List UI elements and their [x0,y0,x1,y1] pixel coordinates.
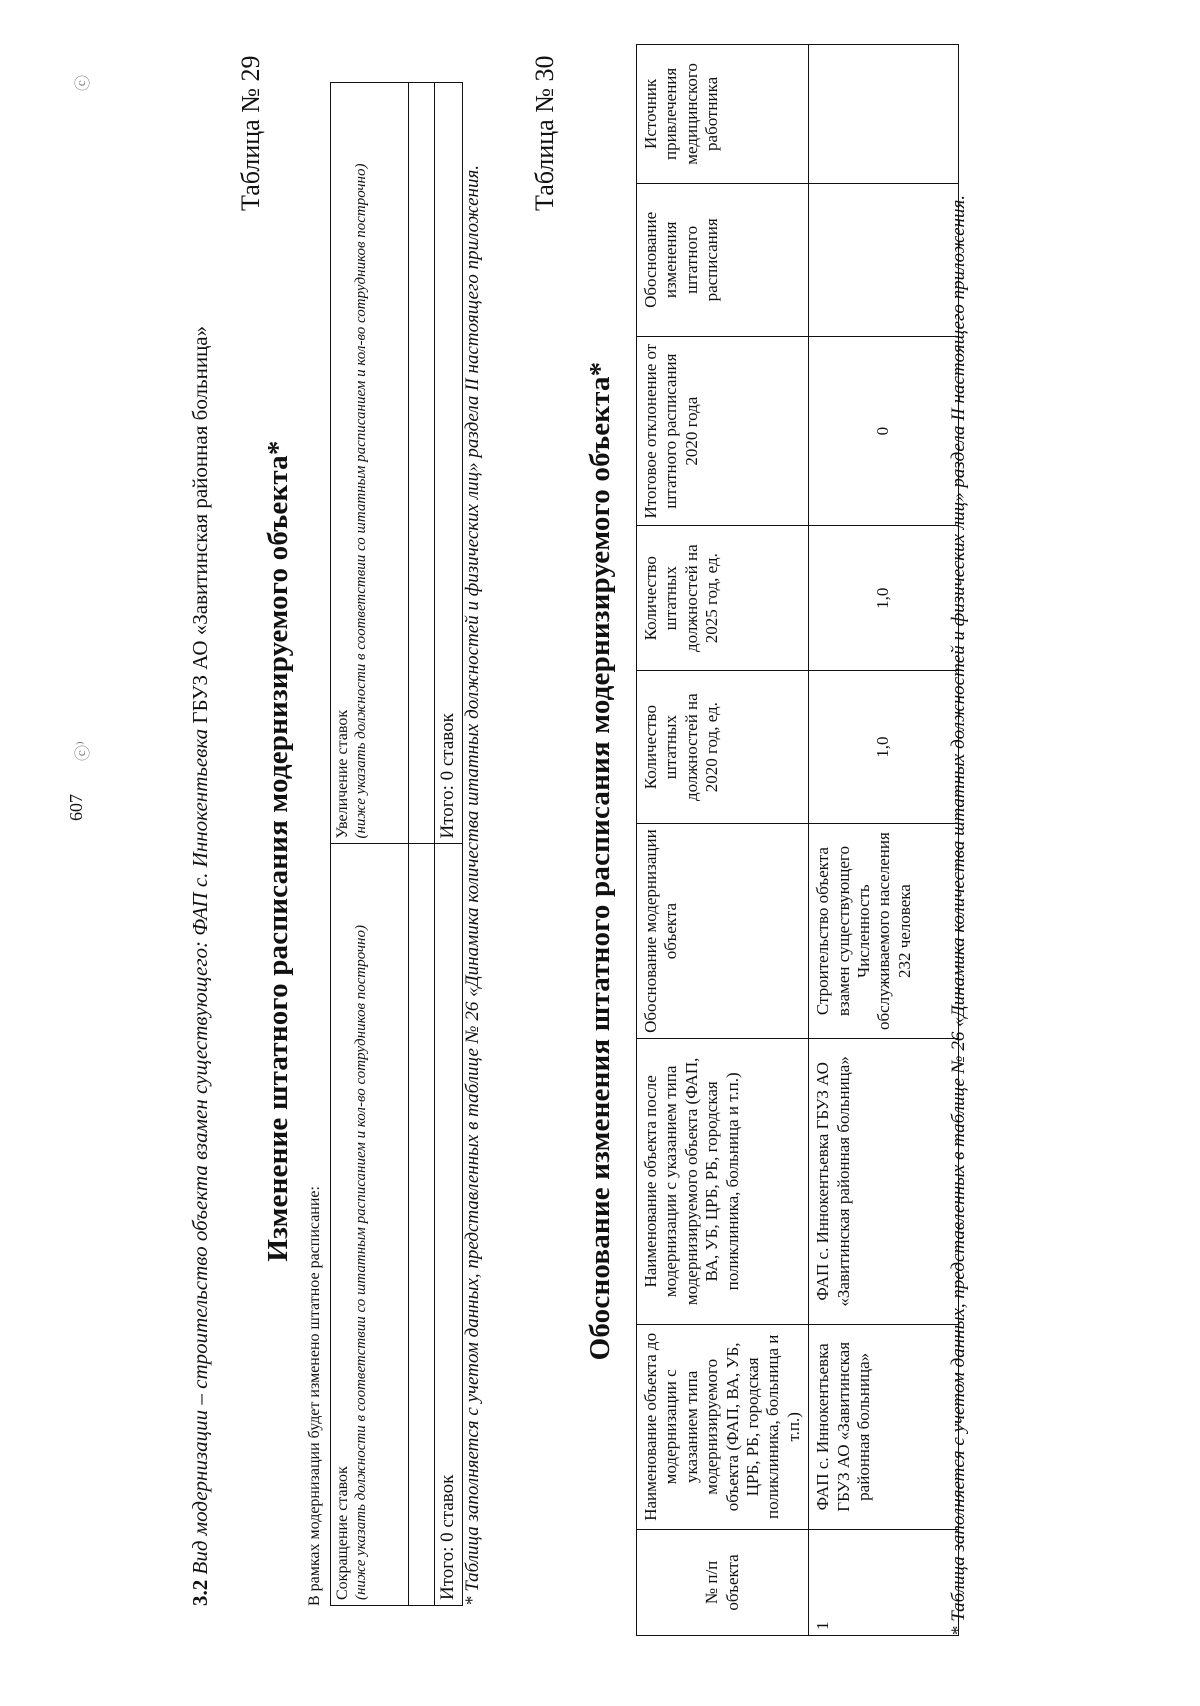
t29-right-total: Итого: 0 ставок [435,83,463,845]
t29-right-sub: (ниже указать должности в соответствии со штатным расписанием и кол-во сотрудников построчно) [353,163,370,839]
t30-header-num: № п/п объекта [637,1529,809,1635]
table29-title: Изменение штатного расписания модернизируемого объекта* [262,440,294,1262]
table-row [809,45,959,1636]
section-suffix: ГБУЗ АО «Завитинская районная больница» [188,325,212,724]
section-text: Вид модернизации – строительство объекта взамен существующего: ФАП с. Иннокентьевка [188,728,212,1575]
table30 [636,44,959,1636]
t30-cell-source [809,45,959,184]
t30-header-staff2020: Количество штатных должностей на 2020 год, ед. [637,671,809,824]
table30-footnote: * Таблица заполняется с учетом данных, представленных в таблице № 26 «Динамика количества штатных должностей и физических лиц» раздела II настоящего приложения. [948,194,969,1636]
table30-number: Таблица № 30 [530,55,559,211]
t29-increase-header [331,83,409,845]
section-heading [188,86,213,1606]
scan-mark-1: ⓒ [75,74,92,91]
scan-mark-2: ⓒ⁾ [75,741,92,761]
t29-decrease-header [331,844,409,1606]
t30-cell-after: ФАП с. Иннокентьевка ГБУЗ АО «Завитинская районная больница» [809,1038,959,1324]
t30-header-staff2025: Количество штатных должностей на 2025 год, ед. [637,526,809,671]
section-number: 3.2 [188,1579,212,1606]
t29-empty-right [409,83,435,845]
t30-cell-deviation: 0 [809,336,959,525]
t30-cell-justification [809,183,959,336]
table29 [330,82,463,1606]
table29-number: Таблица № 29 [236,55,265,211]
t29-left-head: Сокращение ставок [334,1466,351,1600]
t30-header-source: Источник привлечения медицинского работника [637,45,809,184]
t29-right-head: Увеличение ставок [334,709,351,839]
t30-header-before: Наименование объекта до модернизации с указанием типа модернизируемого объекта (ФАП, ВА, УБ, ЦРБ, РБ, городская поликлиника, больница и т.п.) [637,1324,809,1529]
page-number: 607 [66,794,86,821]
t30-cell-staff2020: 1,0 [809,671,959,824]
t30-header-justification: Обоснование изменения штатного расписания [637,183,809,336]
t30-header-after: Наименование объекта после модернизации с указанием типа модернизируемого объекта (ФАП, ВА, УБ, ЦРБ, РБ, городская поликлиника, больница и т.п.) [637,1038,809,1324]
table29-intro: В рамках модернизации будет изменено штатное расписание: [306,1186,323,1606]
t29-left-total: Итого: 0 ставок [435,844,463,1606]
t30-header-deviation: Итоговое отклонение от штатного расписания 2020 года [637,336,809,525]
table29-footnote: * Таблица заполняется с учетом данных, представленных в таблице № 26 «Динамика количества штатных должностей и физических лиц» раздела II настоящего приложения. [462,164,483,1606]
t29-left-sub: (ниже указать должности в соответствии со штатным расписанием и кол-во сотрудников построчно) [353,925,370,1600]
t30-cell-num: 1 [809,1529,959,1635]
t29-empty-left [409,844,435,1606]
t30-cell-before: ФАП с. Иннокентьевка ГБУЗ АО «Завитинская районная больница» [809,1324,959,1529]
table30-title: Обоснование изменения штатного расписания модернизируемого объекта* [584,361,616,1361]
t30-cell-staff2025: 1,0 [809,526,959,671]
t30-cell-reason: Строительство объекта взамен существующего Численность обслуживаемого населения 232 человека [809,824,959,1039]
t30-header-reason: Обоснование модернизации объекта [637,824,809,1039]
